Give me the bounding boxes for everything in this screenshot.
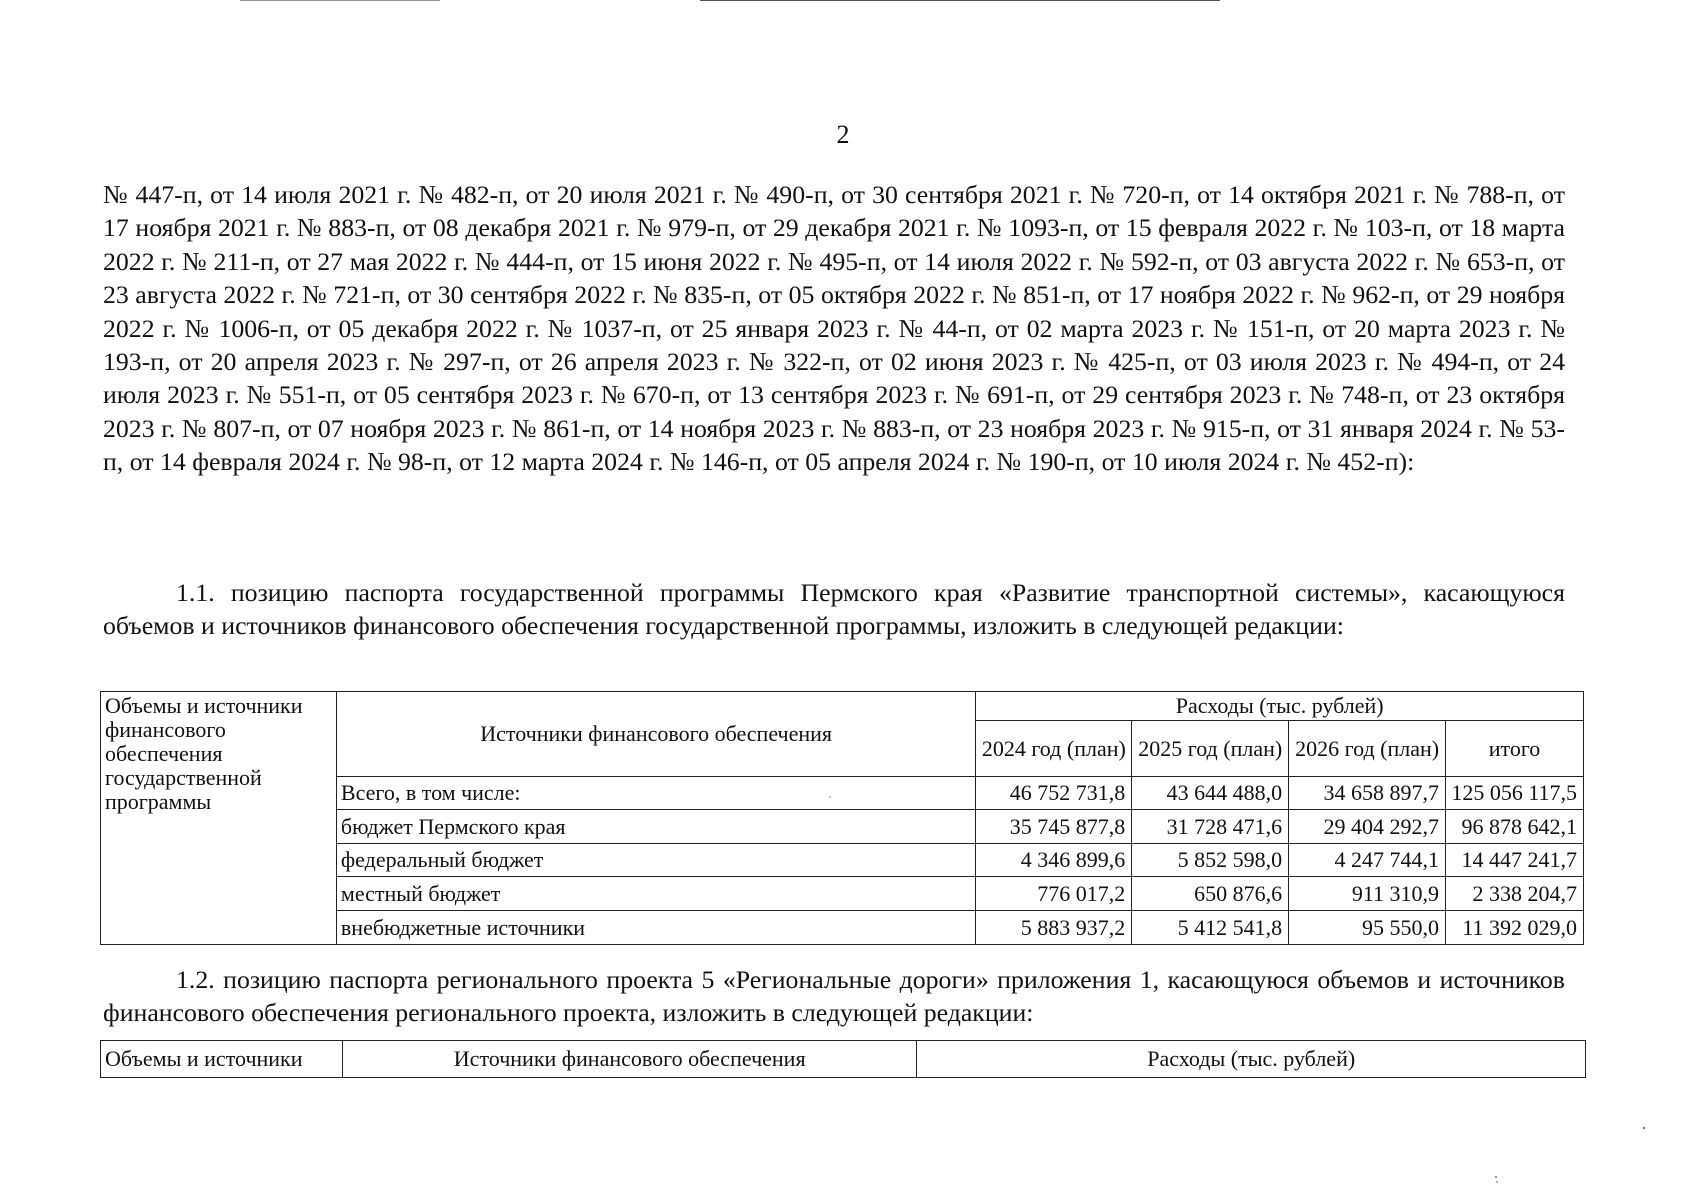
value-cell: 11 392 029,0 [1446, 911, 1584, 945]
value-cell: 4 346 899,6 [976, 844, 1132, 877]
expenses-header: Расходы (тыс. рублей) [917, 1041, 1586, 1078]
total-header: итого [1446, 721, 1584, 777]
body-text: № 447-п, от 14 июля 2021 г. № 482-п, от 20 июля 2021 г. № 490-п, от 30 сентября 2021 г. № 720-п, от 14 октября 2021 г. № 788-п, от 17 ноября 2021 г. № 883-п, от 08 декабря 2021 г. № 979-п, от 29 декабря 2021 г. № 1093-п, от 15 февраля 2022 г. № 103-п, от 18 марта 2022 г. № 211-п, от 27 мая 2022 г. № 444-п, от 15 июня 2022 г. № 495-п, от 14 июля 2022 г. № 592-п, от 03 августа 2022 г. № 653-п, от 23 августа 2022 г. № 721-п, от 30 сентября 2022 г. № 835-п, от 05 октября 2022 г. № 851-п, от 17 ноября 2022 г. № 962-п, от 29 ноября 2022 г. № 1006-п, от 05 декабря 2022 г. № 1037-п, от 25 января 2023 г. № 44-п, от 02 марта 2023 г. № 151-п, от 20 марта 2023 г. № 193-п, от 20 апреля 2023 г. № 297-п, от 26 апреля 2023 г. № 322-п, от 02 июня 2023 г. № 425-п, от 03 июля 2023 г. № 494-п, от 24 июля 2023 г. № 551-п, от 05 сентября 2023 г. № 670-п, от 13 сентября 2023 г. № 691-п, от 29 сентября 2023 г. № 748-п, от 23 октября 2023 г. № 807-п, от 07 ноября 2023 г. № 861-п, от 14 ноября 2023 г. № 883-п, от 23 ноября 2023 г. № 915-п, от 31 января 2024 г. № 53-п, от 14 февраля 2024 г. № 98-п, от 12 марта 2024 г. № 146-п, от 05 апреля 2024 г. № 190-п, от 10 июля 2024 г. № 452-п): [103, 180, 1565, 477]
value-cell: 5 883 937,2 [976, 911, 1132, 945]
source-label: внебюджетные источники [336, 911, 975, 945]
paragraph-1-1: 1.1. позицию паспорта государственной программы Пермского края «Развитие транспортной системы», касающуюся объемов и источников финансового обеспечения государственной программы, изложить в следующей редакции: [103, 578, 1565, 641]
value-cell: 95 550,0 [1289, 911, 1446, 945]
value-cell: 34 658 897,7 [1289, 777, 1446, 810]
year-header-2026: 2026 год (план) [1289, 721, 1446, 777]
value-cell: 125 056 117,5 [1446, 777, 1584, 810]
source-label: бюджет Пермского края [336, 810, 975, 844]
paragraph-1-2: 1.2. позицию паспорта регионального проекта 5 «Региональные дороги» приложения 1, касающуюся объемов и источников финансового обеспечения регионального проекта, изложить в следующей редакции: [103, 965, 1565, 1028]
value-cell: 776 017,2 [976, 877, 1132, 911]
value-cell: 4 247 744,1 [1289, 844, 1446, 877]
value-cell: 35 745 877,8 [976, 810, 1132, 844]
value-cell: 5 412 541,8 [1132, 911, 1289, 945]
value-cell: 2 338 204,7 [1446, 877, 1584, 911]
value-cell: 96 878 642,1 [1446, 810, 1584, 844]
value-cell: 5 852 598,0 [1132, 844, 1289, 877]
value-cell: 650 876,6 [1132, 877, 1289, 911]
year-header-2025: 2025 год (план) [1132, 721, 1289, 777]
sources-header: Источники финансового обеспечения [336, 692, 975, 777]
source-label: Всего, в том числе: [336, 777, 975, 810]
project-label-cell: Объемы и источники [101, 1041, 343, 1078]
value-cell: 911 310,9 [1289, 877, 1446, 911]
sources-header: Источники финансового обеспечения [342, 1041, 917, 1078]
program-label-cell: Объемы и источники финансового обеспечения государственной программы [101, 692, 337, 945]
expenses-header: Расходы (тыс. рублей) [976, 692, 1584, 721]
page-number: 2 [836, 120, 850, 149]
source-label: местный бюджет [336, 877, 975, 911]
value-cell: 14 447 241,7 [1446, 844, 1584, 877]
value-cell: 46 752 731,8 [976, 777, 1132, 810]
year-header-2024: 2024 год (план) [976, 721, 1132, 777]
value-cell: 31 728 471,6 [1132, 810, 1289, 844]
value-cell: 43 644 488,0 [1132, 777, 1289, 810]
value-cell: 29 404 292,7 [1289, 810, 1446, 844]
source-label: федеральный бюджет [336, 844, 975, 877]
